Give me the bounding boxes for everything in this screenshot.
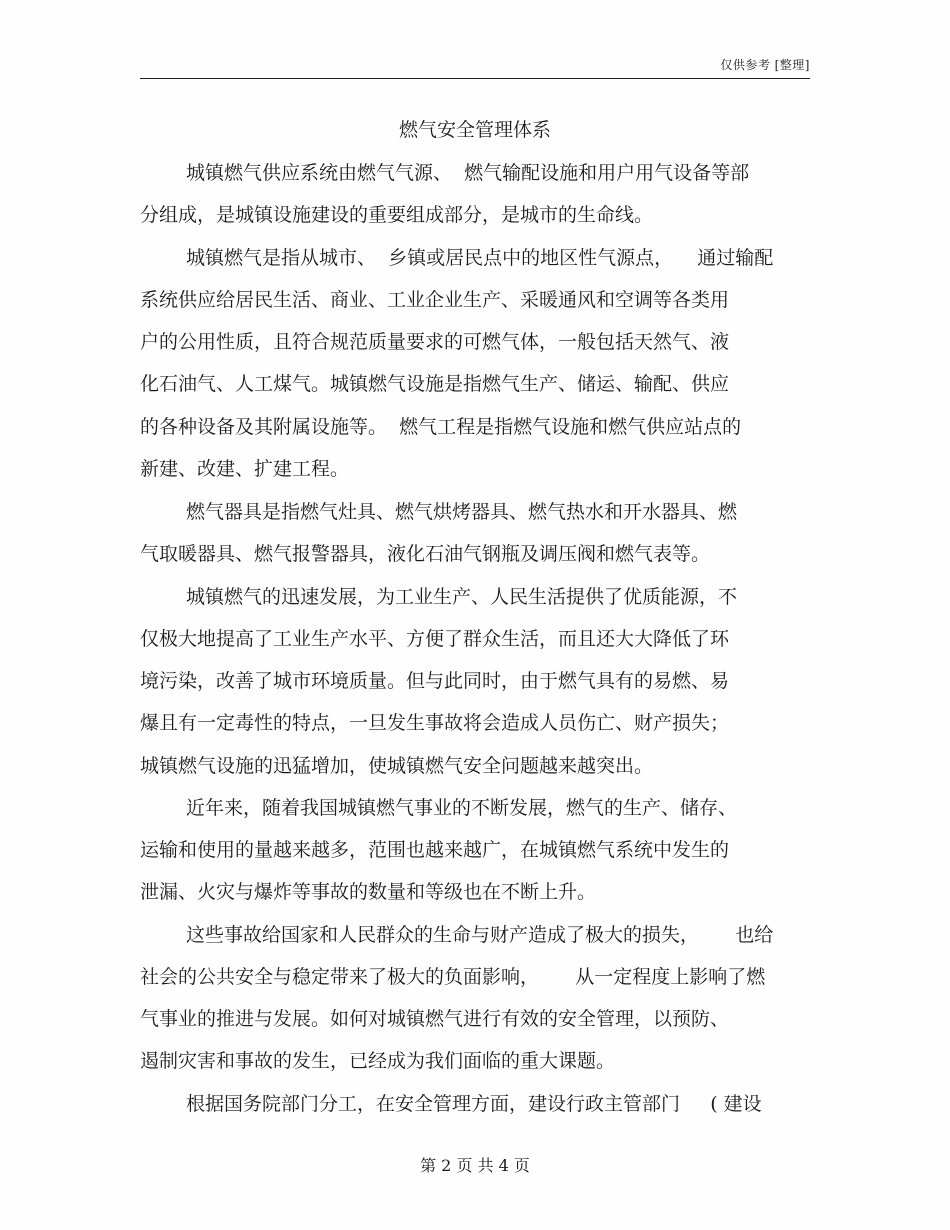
paragraph-line: 城镇燃气的迅速发展，为工业生产、人民生活提供了优质能源，不 [186,586,738,608]
paragraph-line: 城镇燃气是指从城市、 乡镇或居民点中的地区性气源点， 通过输配 [186,247,774,269]
page-header [140,52,810,79]
paragraph-line: 燃气器具是指燃气灶具、燃气烘烤器具、燃气热水和开水器具、燃 [186,501,738,523]
paragraph-line: 遏制灾害和事故的发生，已经成为我们面临的重大课题。 [140,1050,616,1072]
paragraph-line: 境污染，改善了城市环境质量。但与此同时，由于燃气具有的易燃、易 [140,670,730,692]
paragraph-line: 新建、改建、扩建工程。 [140,458,350,480]
paragraph-line: 泄漏、火灾与爆炸等事故的数量和等级也在不断上升。 [140,881,597,903]
paragraph-line: 系统供应给居民生活、商业、工业企业生产、采暖通风和空调等各类用 [140,289,730,311]
paragraph-line: 仅极大地提高了工业生产水平、方便了群众生活，而且还大大降低了环 [140,628,730,650]
paragraph-line: 城镇燃气设施的迅猛增加，使城镇燃气安全问题越来越突出。 [140,755,654,777]
paragraph-line: 根据国务院部门分工，在安全管理方面，建设行政主管部门 ( 建设 [186,1093,762,1115]
paragraph-line: 运输和使用的量越来越多，范围也越来越广，在城镇燃气系统中发生的 [140,839,730,861]
paragraph-line: 气取暖器具、燃气报警器具，液化石油气钢瓶及调压阀和燃气表等。 [140,543,711,565]
page-number-footer: 第 2 页 共 4 页 [420,1156,530,1175]
paragraph-line: 化石油气、人工煤气。城镇燃气设施是指燃气生产、储运、输配、供应 [140,373,730,395]
paragraph-line: 的各种设备及其附属设施等。 燃气工程是指燃气设施和燃气供应站点的 [140,416,742,438]
paragraph-line: 气事业的推进与发展。如何对城镇燃气进行有效的安全管理，以预防、 [140,1008,730,1030]
paragraph-line: 城镇燃气供应系统由燃气气源、 燃气输配设施和用户用气设备等部 [186,162,750,184]
paragraph-line: 分组成，是城镇设施建设的重要组成部分，是城市的生命线。 [140,204,654,226]
paragraph-line: 近年来，随着我国城镇燃气事业的不断发展，燃气的生产、储存、 [186,797,738,819]
document-title: 燃气安全管理体系 [398,119,551,141]
paragraph-line: 社会的公共安全与稳定带来了极大的负面影响， 从一定程度上影响了燃 [140,966,766,988]
paragraph-line: 户的公用性质，且符合规范质量要求的可燃气体，一般包括天然气、液 [140,331,730,353]
header-note: 仅供参考 [整理] [720,58,810,72]
paragraph-line: 这些事故给国家和人民群众的生命与财产造成了极大的损失， 也给 [186,924,774,946]
paragraph-line: 爆且有一定毒性的特点，一旦发生事故将会造成人员伤亡、财产损失； [140,712,730,734]
